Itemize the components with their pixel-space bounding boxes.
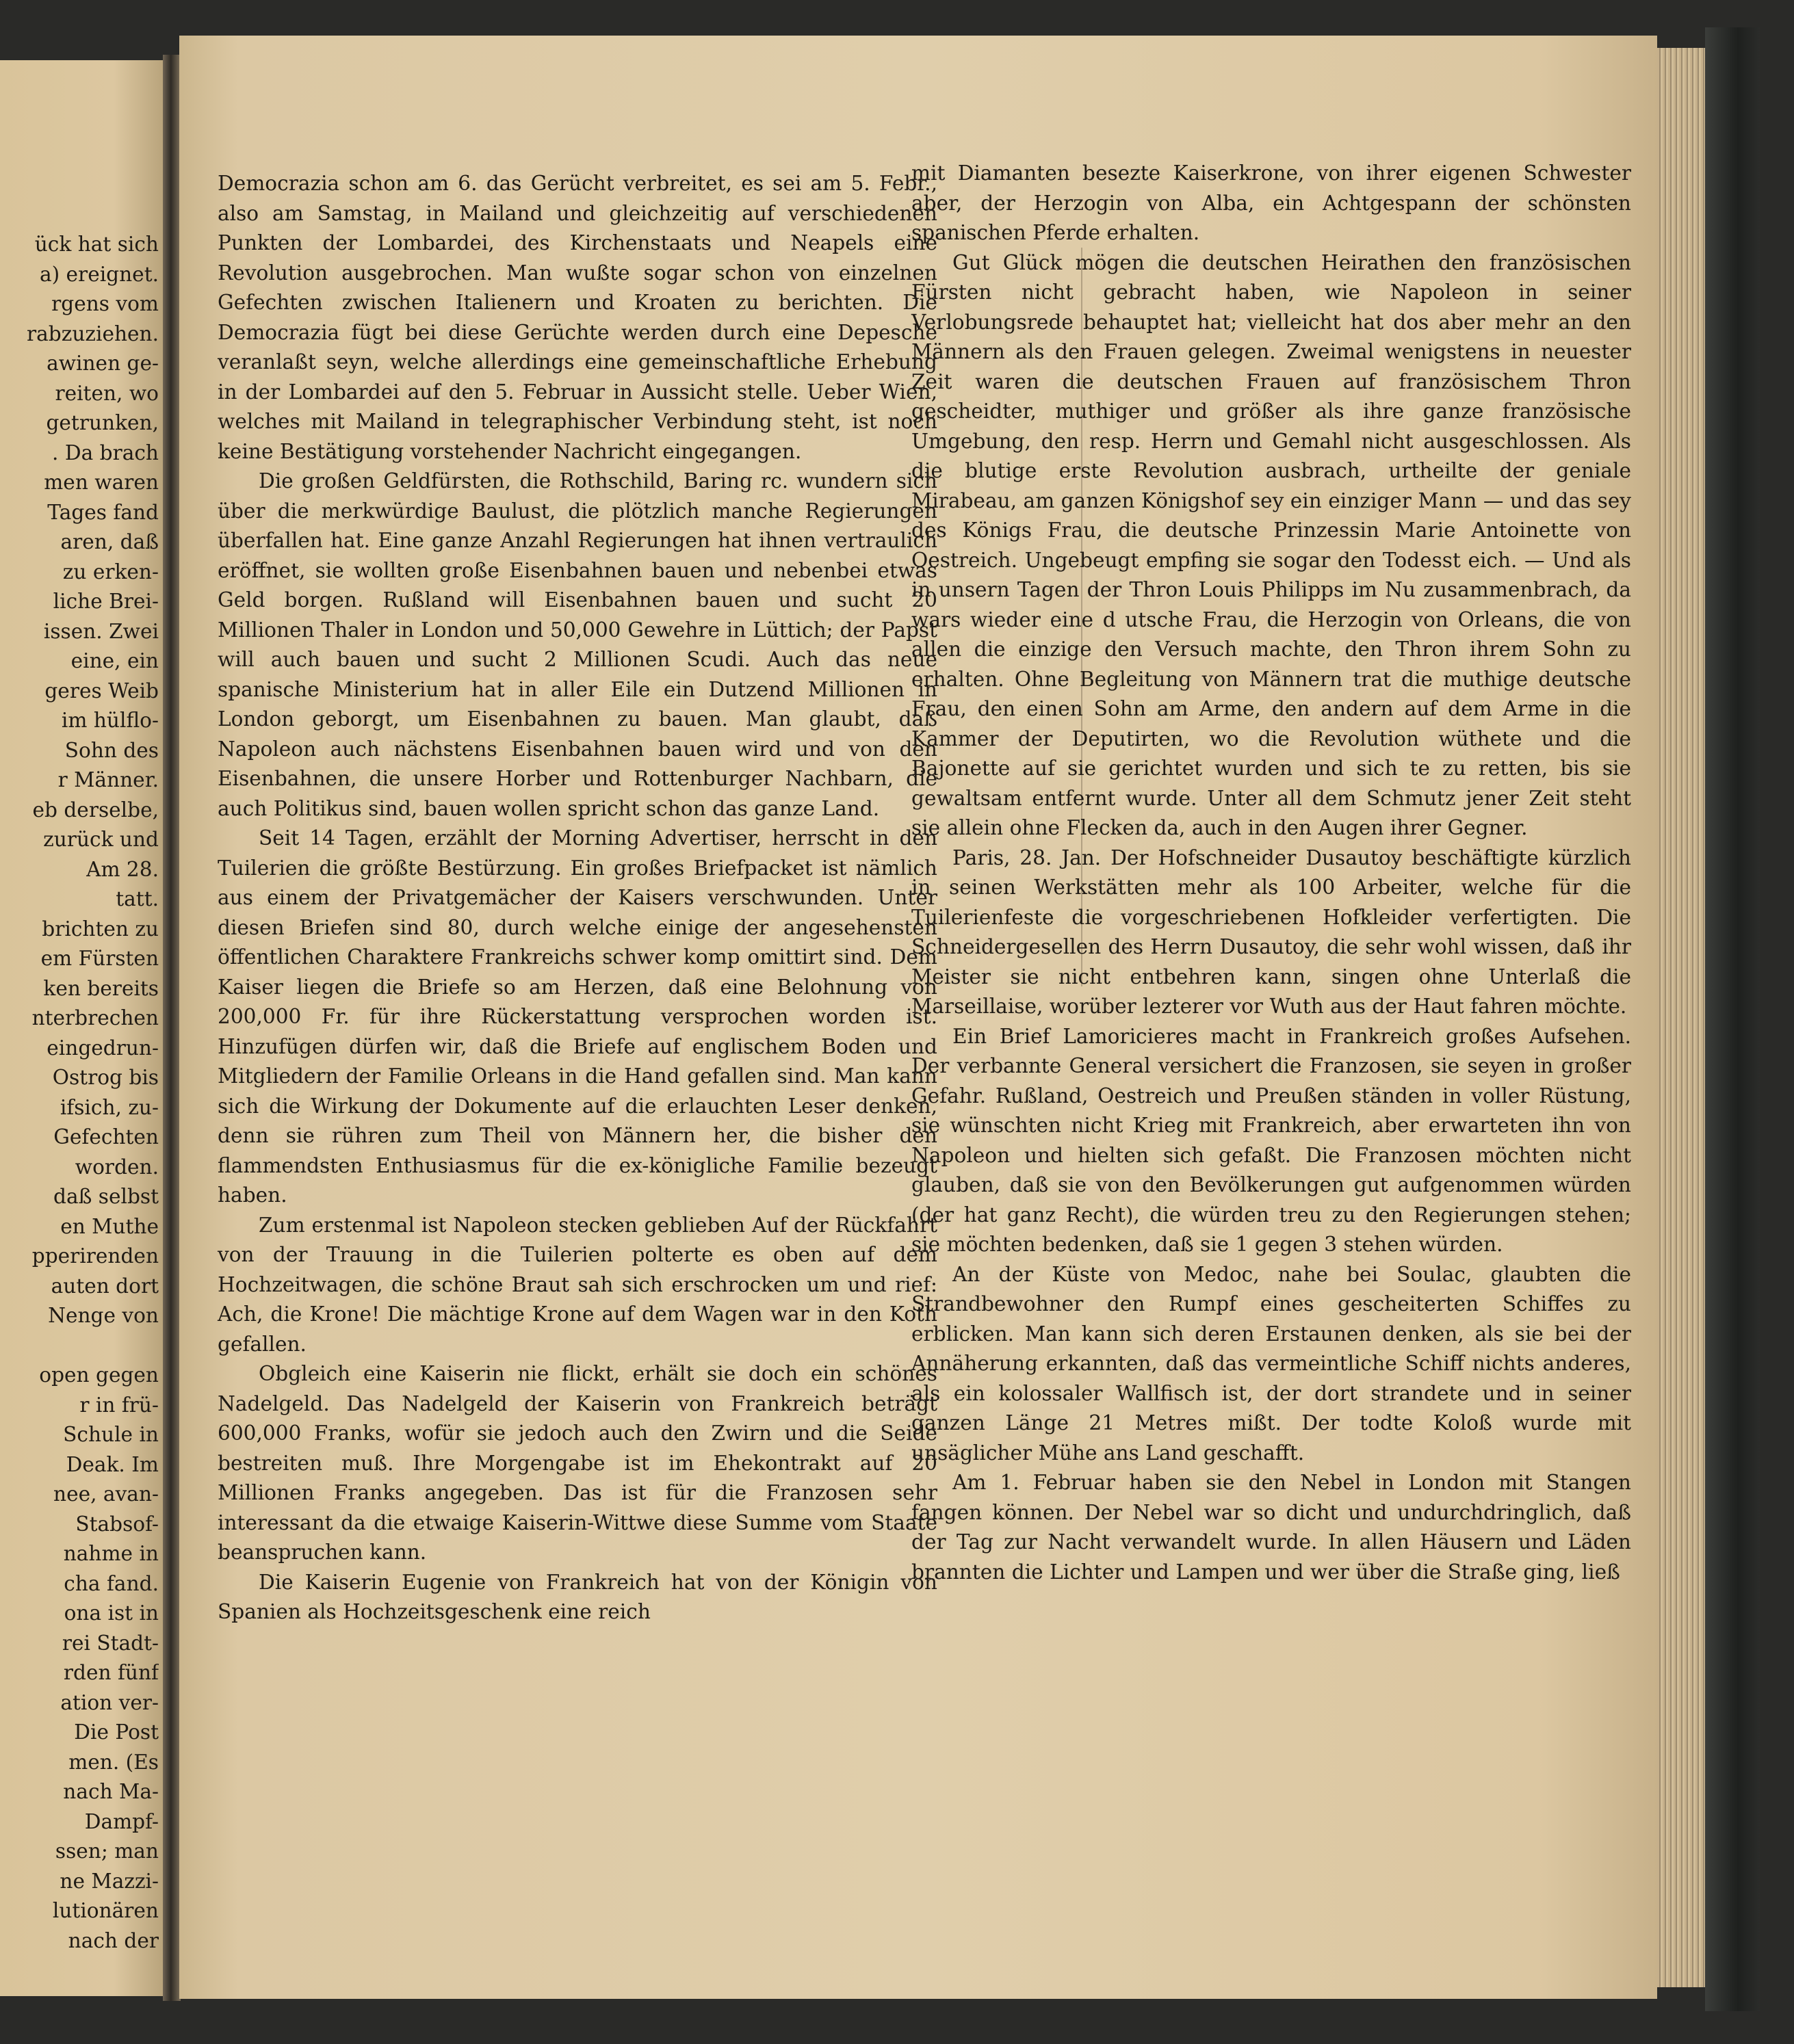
right-column-paragraph: Paris, 28. Jan. Der Hofschneider Dusautoy beschäftigte kürzlich in seinen Werkstätten mehr als 100 Arbeiter, welche für die Tuilerienfeste die vorgeschriebenen Hofkleider verfertigten. Die Schneidergesellen des Herrn Dusautoy, die sehr wohl wissen, daß ihr Meister sie nicht entbehren kann, singen ohne Unterlaß die Marseillaise, worüber lezterer vor Wuth aus der Haut fahren möchte.	[911, 846, 1631, 1018]
left-fragment-line: lutionären	[52, 1899, 159, 1922]
middle-column-paragraph: Zum erstenmal ist Napoleon stecken geblieben Auf der Rückfahrt von der Trauung in die Tuilerien polterte es oben auf dem Hochzeitwagen, die schöne Braut sah sich erschrocken um und rief: Ach, die Krone! Die mächtige Krone auf dem Wagen war in den Koth gefallen.	[218, 1213, 937, 1356]
left-fragment-line: Die Post	[74, 1720, 159, 1744]
left-fragment-line: men. (Es	[68, 1750, 159, 1774]
book-gutter	[163, 55, 181, 2001]
right-column-paragraph: Ein Brief Lamoricieres macht in Frankreich großes Aufsehen. Der verbannte General versichert die Franzosen, sie seyen in großer Gefahr. Rußland, Oestreich und Preußen ständen in voller Rüstung, sie wünschten nicht Krieg mit Frankreich, aber erwarteten ihn von Napoleon und hielten sich gefaßt. Die Franzosen möchten nicht glauben, daß sie von den Bevölkerungen gut aufgenommen würden (der hat ganz Recht), die würden treu zu den Regierungen stehen; sie möchten bedenken, daß sie 1 gegen 3 stehen würden.	[911, 1024, 1631, 1256]
left-fragment-line: rabzuziehen.	[27, 322, 159, 345]
middle-column-paragraph: Die großen Geldfürsten, die Rothschild, Baring rc. wundern sich über die merkwürdige Baulust, die plötzlich manche Regierungen überfallen hat. Eine ganze Anzahl Regierungen hat ihnen vertraulich eröffnet, sie wollten große Eisenbahnen bauen und nebenbei etwas Geld borgen. Rußland will Eisenbahnen bauen und sucht 20 Millionen Thaler in London und 50,000 Gewehre in Lüttich; der Papst will auch bauen und sucht 2 Millionen Scudi. Auch das neue spanische Ministerium hat in aller Eile ein Dutzend Millionen in London geborgt, um Eisenbahnen zu bauen. Man glaubt, daß Napoleon auch nächstens Eisenbahnen bauen wird und von den Eisenbahnen, die unsere Horber und Rottenburger Nachbarn, die auch Politikus sind, bauen wollen spricht schon das ganze Land.	[218, 469, 937, 820]
newspaper-page	[179, 36, 1657, 1999]
left-fragment-line: Nenge von	[48, 1304, 159, 1327]
left-fragment-line: worden.	[75, 1155, 159, 1179]
left-fragment-line: Sohn des	[64, 738, 159, 762]
left-fragment-line: awinen ge-	[47, 352, 159, 375]
left-fragment-line: aren, daß	[60, 530, 159, 553]
left-fragment-line: Am 28.	[86, 857, 159, 881]
left-fragment-line: Deak. Im	[66, 1452, 159, 1476]
left-fragment-line: ona ist in	[64, 1601, 159, 1625]
left-fragment-line: nach der	[68, 1928, 159, 1952]
left-fragment-line: eingedrun-	[47, 1036, 159, 1060]
middle-column-paragraph: Democrazia schon am 6. das Gerücht verbreitet, es sei am 5. Febr., also am Samstag, in Mailand und gleichzeitig auf verschiedenen Punkten der Lombardei, des Kirchenstaats und Neapels eine Revolution ausgebrochen. Man wußte sogar schon von einzelnen Gefechten zwischen Italienern und Kroaten zu berichten. Die Democrazia fügt bei diese Gerüchte werden durch eine Depesche veranlaßt seyn, welche allerdings eine gemeinschaftliche Erhebung in der Lombardei auf den 5. Februar in Aussicht stelle. Ueber Wien, welches mit Mailand in telegraphischer Verbindung steht, ist noch keine Bestätigung vorstehender Nachricht eingegangen.	[218, 172, 937, 463]
left-fragment-line: ück hat sich	[34, 233, 159, 256]
left-fragment-line: r Männer.	[57, 768, 159, 791]
left-fragment-line: tatt.	[116, 887, 159, 910]
left-fragment-line: im hülflo-	[61, 709, 159, 732]
middle-column-paragraph: Die Kaiserin Eugenie von Frankreich hat von der Königin von Spanien als Hochzeitsgeschenk eine reich	[218, 1570, 937, 1623]
right-column-paragraph: An der Küste von Medoc, nahe bei Soulac, glaubten die Strandbewohner den Rumpf eines gescheiterten Schiffes zu erblicken. Man kann sich deren Erstaunen denken, als sie bei der Annäherung erkannten, daß das vermeintliche Schiff nichts anderes, als ein kolossaler Wallfisch ist, der dort strandete und in seiner ganzen Länge 21 Metres mißt. Der todte Koloß wurde mit unsäglicher Mühe ans Land geschafft.	[911, 1262, 1631, 1465]
middle-column-paragraph: Obgleich eine Kaiserin nie flickt, erhält sie doch ein schönes Nadelgeld. Das Nadelgeld der Kaiserin von Frankreich beträgt 600,000 Franks, wofür sie jedoch auch den Zwirn und die Seide bestreiten muß. Ihre Morgengabe ist im Ehekontrakt auf 20 Millionen Franks angegeben. Das ist für die Franzosen sehr interessant da die etwaige Kaiserin-Wittwe diese Summe vom Staate beanspruchen kann.	[218, 1362, 937, 1564]
left-fragment-line: ifsich, zu-	[60, 1095, 159, 1119]
left-fragment-line: pperirenden	[31, 1244, 159, 1268]
left-fragment-line: rgens vom	[51, 292, 159, 315]
left-fragment-line: cha fand.	[64, 1571, 159, 1595]
left-fragment-line: Stabsof-	[75, 1512, 159, 1536]
middle-column-paragraph: Seit 14 Tagen, erzählt der Morning Advertiser, herrscht in den Tuilerien die größte Bestürzung. Ein großes Briefpacket ist nämlich aus einem der Privatgemächer der Kaisers verschwunden. Unter diesen Briefen sind 80, durch welche einige der angesehensten öffentlichen Charaktere Frankreichs schwer komp omittirt sind. Dem Kaiser liegen die Briefe so am Herzen, daß eine Belohnung von 200,000 Fr. für ihre Rückerstattung versprochen worden ist. Hinzufügen dürfen wir, daß die Briefe auf englischem Boden und Mitgliedern der Familie Orleans in die Hand gefallen sind. Man kann sich die Wirkung der Dokumente auf die erlauchten Leser denken, denn sie rühren zum Theil von Männern her, die bisher den flammendsten Enthusiasmus für die ex-königliche Familie bezeugt haben.	[218, 826, 937, 1207]
right-column	[911, 159, 1631, 1587]
right-column-paragraph: Am 1. Februar haben sie den Nebel in London mit Stangen fangen können. Der Nebel war so dicht und undurchdringlich, daß der Tag zur Nacht verwandelt wurde. In allen Häusern und Läden brannten die Lichter und Lampen und wer über die Straße ging, ließ	[911, 1471, 1631, 1584]
left-fragment-line: reiten, wo	[55, 381, 159, 405]
right-column-paragraph: mit Diamanten besezte Kaiserkrone, von ihrer eigenen Schwester aber, der Herzogin von Alba, ein Achtgespann der schönsten spanischen Pferde erhalten.	[911, 161, 1631, 244]
left-fragment-line: men waren	[44, 471, 159, 494]
left-fragment-line: Schule in	[63, 1423, 159, 1446]
left-fragment-line: en Muthe	[60, 1214, 159, 1238]
left-fragment-line: ken bereits	[43, 976, 159, 1000]
left-fragment-line: rei Stadt-	[62, 1631, 159, 1655]
left-fragment-line: ssen; man	[55, 1839, 159, 1863]
left-fragment-line: getrunken,	[46, 411, 159, 434]
right-column-paragraph: Gut Glück mögen die deutschen Heirathen den französischen Fürsten nicht gebracht haben, wie Napoleon in seiner Verlobungsrede behauptet hat; vielleicht hat dos aber mehr an den Männern als den Frauen gelegen. Zweimal wenigstens in neuester Zeit waren die deutschen Frauen auf französischem Thron gescheidter, muthiger und größer als ihre ganze französische Umgebung, den resp. Herrn und Gemahl nicht ausgeschlossen. Als die blutige erste Revolution ausbrach, urtheilte der geniale Mirabeau, am ganzen Königshof sey ein einziger Mann — und das sey des Königs Frau, die deutsche Prinzessin Marie Antoinette von Oestreich. Ungebeugt empfing sie sogar den Todesst eich. — Und als in unsern Tagen der Thron Louis Philipps im Nu zusammenbrach, da wars wieder eine d utsche Frau, die Herzogin von Orleans, die von allen die einzige den Versuch machte, den Thron ihrem Sohn zu erhalten. Ohne Begleitung von Männern trat die muthige deutsche Frau, den einen Sohn am Arme, den andern auf dem Arme in die Kammer der Deputirten, wo die Revolution wüthete und die Bajonette auf sie gerichtet wurden und sich te zu retten, bis sie gewaltsam entfernt wurde. Unter all dem Schmutz jener Zeit steht sie allein ohne Flecken da, auch in den Augen ihrer Gegner.	[911, 250, 1631, 839]
left-fragment-line: eine, ein	[70, 649, 159, 672]
middle-column	[218, 169, 937, 1627]
left-fragment-line: em Fürsten	[40, 947, 159, 970]
left-fragment-line: auten dort	[51, 1274, 159, 1298]
left-fragment-line: Dampf-	[84, 1809, 159, 1833]
left-fragment-line: brichten zu	[42, 917, 159, 941]
left-fragment-line: liche Brei-	[53, 590, 159, 613]
left-fragment-line: ation ver-	[60, 1690, 159, 1714]
left-fragment-line: Ostrog bis	[52, 1066, 159, 1089]
left-fragment-line: daß selbst	[53, 1185, 159, 1208]
page-edges	[1657, 48, 1705, 1987]
left-fragment-line: nahme in	[63, 1542, 159, 1565]
left-fragment-line: nee, avan-	[53, 1482, 159, 1506]
left-fragment-line: Tages fand	[47, 500, 159, 524]
left-page-text-fragments	[0, 230, 159, 1956]
left-fragment-line: geres Weib	[44, 679, 159, 703]
left-fragment-line: nach Ma-	[63, 1780, 159, 1803]
left-fragment-line: rden fünf	[63, 1661, 159, 1684]
left-fragment-line: zurück und	[43, 828, 159, 851]
left-fragment-line: zu erken-	[62, 560, 159, 584]
left-fragment-line: ne Mazzi-	[60, 1869, 159, 1893]
left-fragment-line: r in frü-	[79, 1393, 159, 1417]
left-fragment-line: open gegen	[39, 1363, 159, 1387]
left-fragment-line: . Da brach	[52, 441, 159, 464]
left-fragment-line: eb derselbe,	[32, 798, 159, 822]
left-fragment-line: issen. Zwei	[43, 619, 159, 643]
book-cover	[1705, 27, 1760, 2011]
left-fragment-line: Gefechten	[53, 1125, 159, 1149]
left-fragment-line	[0, 1331, 159, 1361]
left-fragment-line: nterbrechen	[31, 1006, 159, 1030]
left-facing-page	[0, 60, 163, 1996]
left-fragment-line: a) ereignet.	[39, 262, 159, 286]
